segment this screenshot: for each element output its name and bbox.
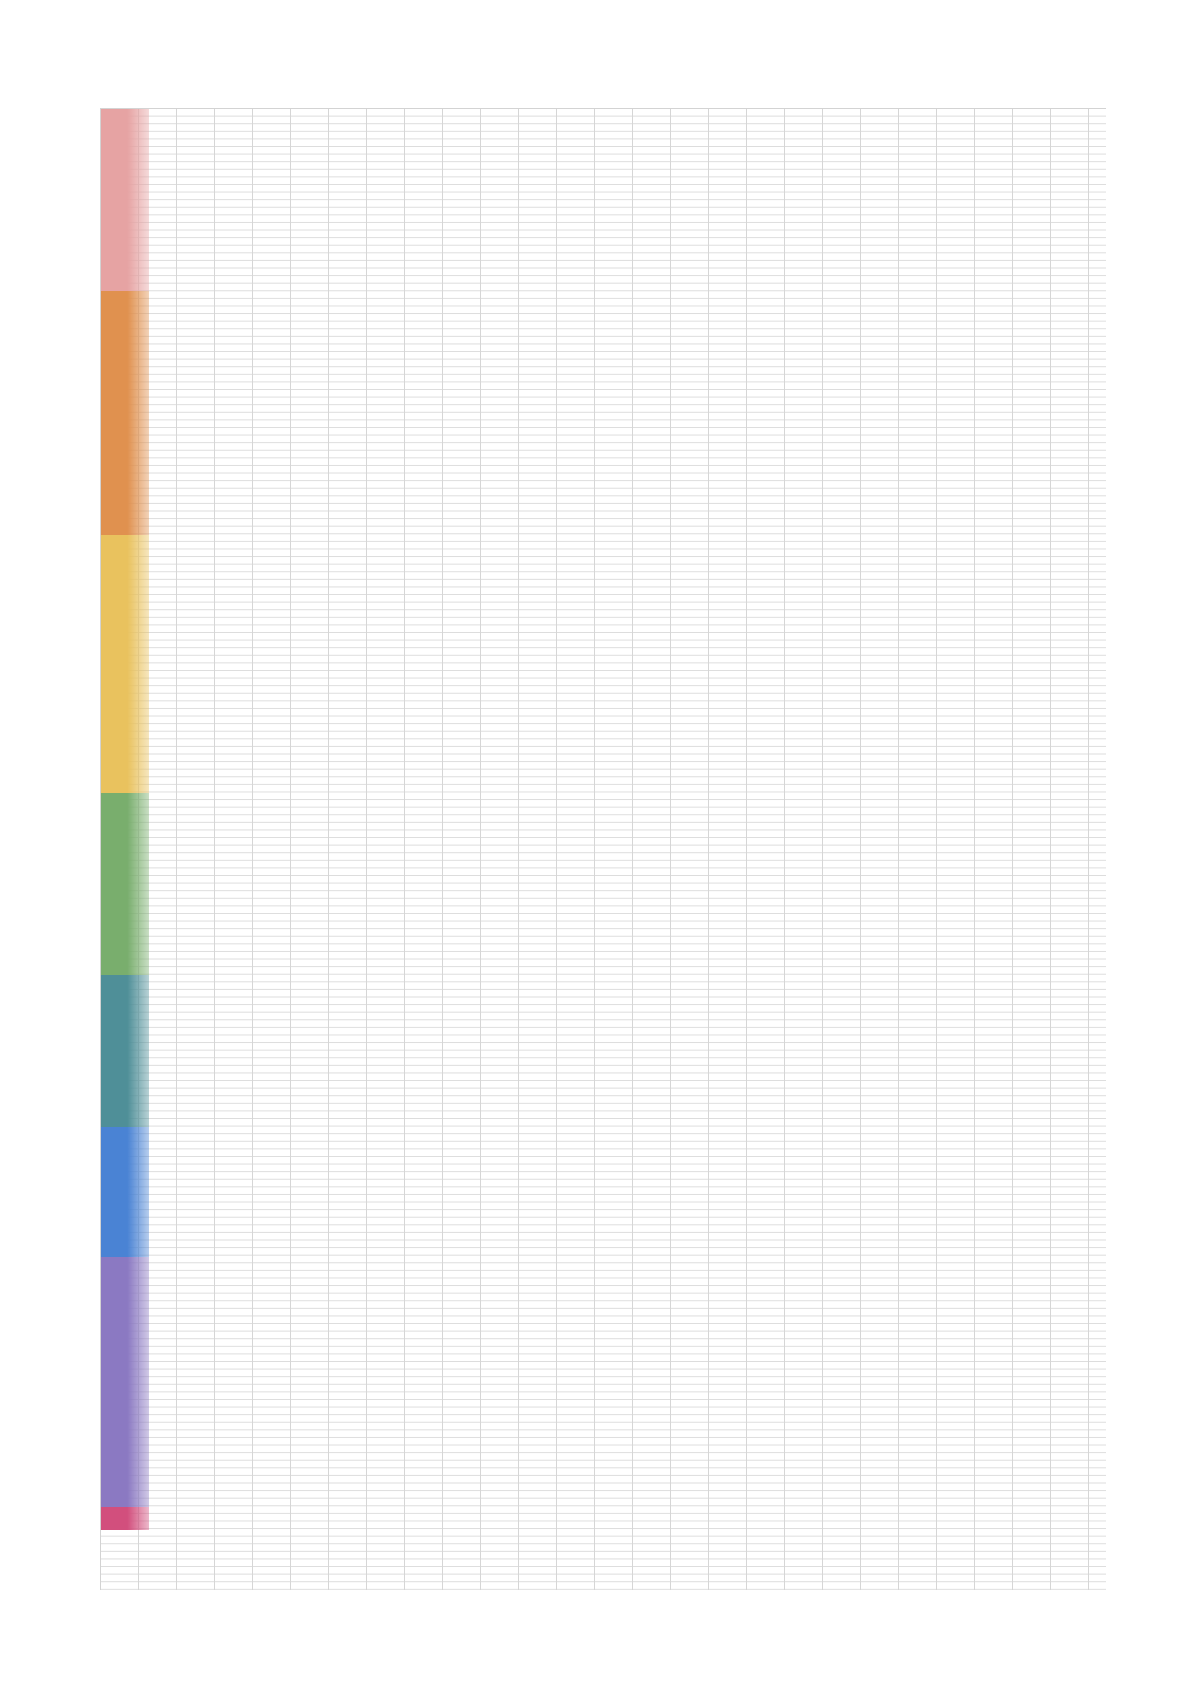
category-band (101, 1127, 149, 1256)
spreadsheet-grid (100, 108, 1106, 1590)
category-band (101, 975, 149, 1127)
category-band (101, 1257, 149, 1508)
category-band (101, 109, 149, 291)
category-band (101, 535, 149, 793)
category-bands (101, 109, 149, 1590)
category-band (101, 1507, 149, 1530)
category-band (101, 291, 149, 534)
category-band (101, 793, 149, 975)
